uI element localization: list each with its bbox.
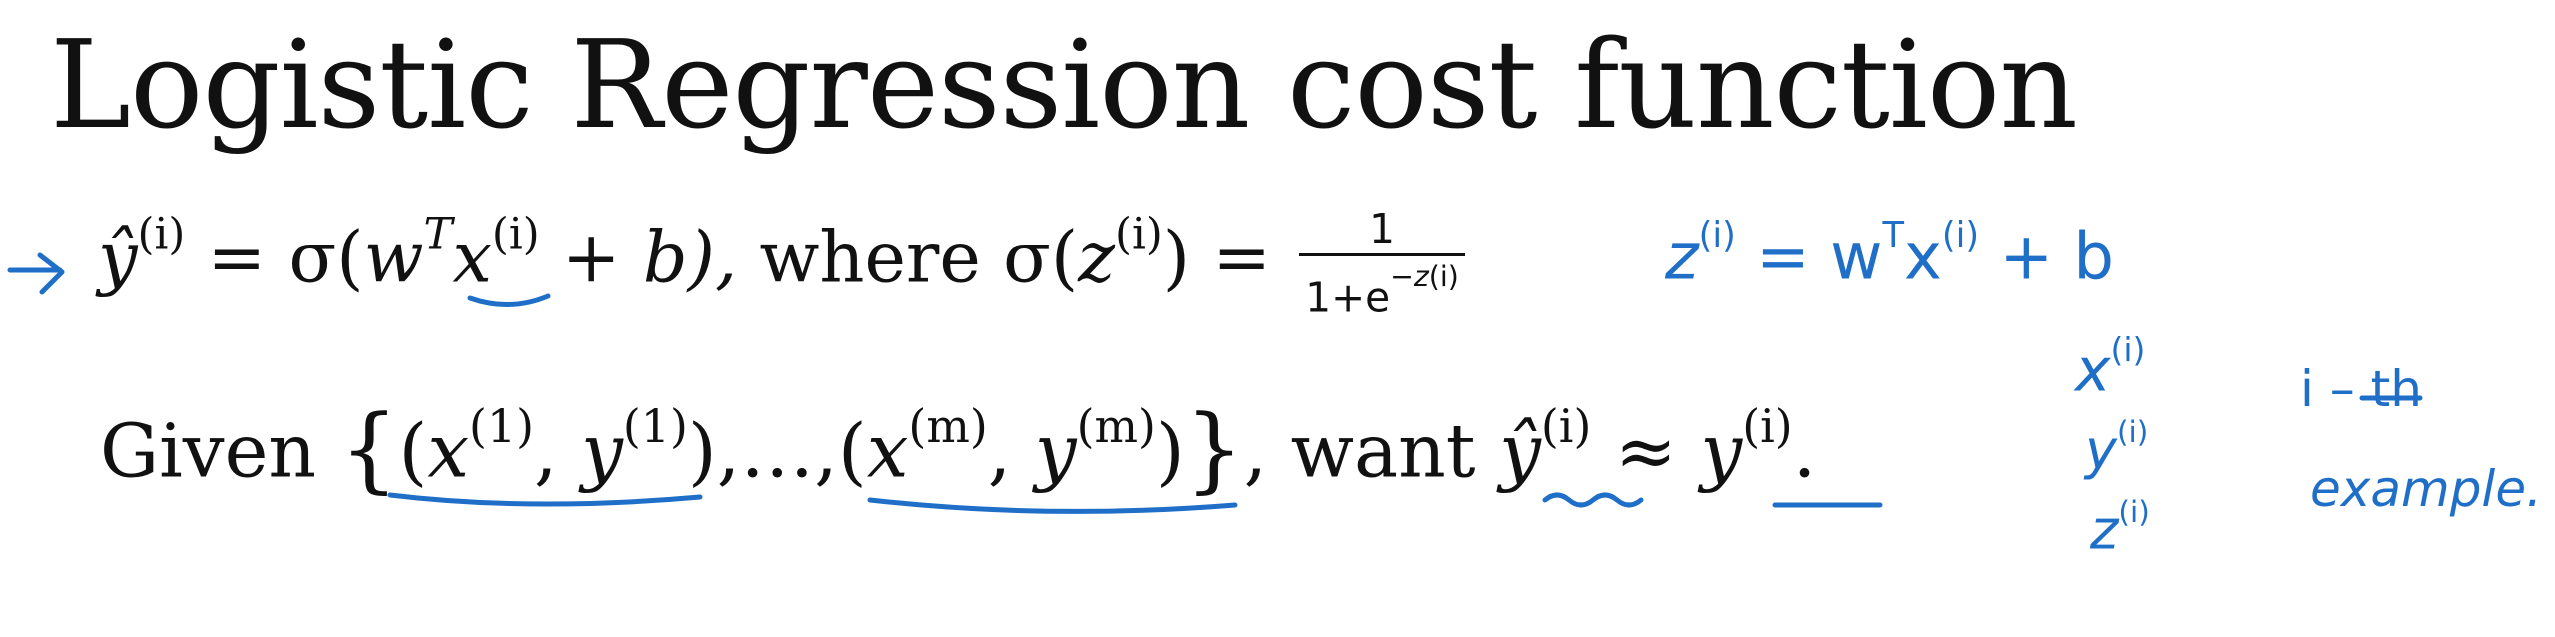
plus-b: + b), xyxy=(561,216,738,299)
annotation-y-superscript: (i) xyxy=(2116,415,2149,450)
equation-sigmoid xyxy=(98,205,1465,322)
annotation-x-i xyxy=(2075,330,2145,406)
denominator-exponent: −z xyxy=(1390,260,1429,293)
annotation-z-rest-sup: T xyxy=(1882,215,1904,256)
annotation-y: y xyxy=(2085,418,2117,482)
pair1-close: ) xyxy=(687,408,717,495)
annotation-y-i xyxy=(2085,415,2148,482)
pair2-x: x xyxy=(866,408,909,495)
close-brace: } xyxy=(1184,395,1244,503)
annotation-z-i-symbol: z xyxy=(2090,498,2119,562)
sigma-z-open: σ( xyxy=(1003,216,1079,299)
y-hat-superscript: (i) xyxy=(137,209,186,260)
annotation-z-i xyxy=(2090,495,2150,562)
denominator-superscript: (i) xyxy=(1428,260,1459,293)
annotation-x-superscript: (i) xyxy=(2110,330,2146,369)
z-superscript: (i) xyxy=(1115,209,1163,260)
annotation-example: example. xyxy=(2310,460,2542,518)
annotation-x: x xyxy=(2075,335,2111,406)
z-symbol: z xyxy=(1078,216,1116,299)
where-word: where xyxy=(759,216,981,299)
w-transpose: T xyxy=(423,209,453,260)
annotation-z-superscript: (i) xyxy=(1698,215,1736,256)
want-y: y xyxy=(1700,408,1743,495)
want-word: , want xyxy=(1243,408,1476,495)
pair1-comma: , xyxy=(534,408,558,495)
y-hat: ŷ xyxy=(98,216,138,299)
period: . xyxy=(1792,408,1817,495)
x-superscript: (i) xyxy=(491,209,540,260)
annotation-z-i-superscript: (i) xyxy=(2118,495,2150,530)
want-y-hat: ŷ xyxy=(1499,408,1541,495)
sigma-open: σ( xyxy=(288,216,364,299)
fraction-denominator xyxy=(1299,253,1465,322)
pair2-y: y xyxy=(1034,408,1077,495)
want-y-hat-superscript: (i) xyxy=(1540,398,1592,453)
sigmoid-fraction xyxy=(1299,205,1465,322)
pair1-x-superscript: (1) xyxy=(469,398,535,453)
x-symbol: x xyxy=(452,216,492,299)
pair2-y-superscript: (m) xyxy=(1076,398,1156,453)
pair1-open: ( xyxy=(398,408,428,495)
pair1-y: y xyxy=(581,408,623,495)
given-word: Given xyxy=(100,408,317,495)
pair1-y-superscript: (1) xyxy=(622,398,688,453)
annotation-z-rest-a: = w xyxy=(1756,220,1883,295)
arrow-mark xyxy=(10,255,62,292)
annotation-z-definition xyxy=(1665,215,2114,295)
annotation-i-th: i – th xyxy=(2300,360,2422,418)
pair1-x: x xyxy=(427,408,470,495)
want-y-superscript: (i) xyxy=(1742,398,1793,453)
pair2-close: ) xyxy=(1155,408,1185,495)
annotation-z-rest-c: + b xyxy=(1999,220,2115,295)
annotation-z-rest-b: x xyxy=(1903,220,1942,295)
pair2-open: ( xyxy=(837,408,867,495)
ellipsis: ,…, xyxy=(716,408,838,495)
pair2-x-superscript: (m) xyxy=(908,398,988,453)
fraction-numerator: 1 xyxy=(1369,205,1395,253)
equation-training-set xyxy=(100,395,1816,503)
annotation-z-rest-sup2: (i) xyxy=(1941,215,1980,256)
equals-sign: = xyxy=(207,216,267,299)
denominator-base: 1+e xyxy=(1305,273,1391,322)
w-symbol: w xyxy=(363,216,424,299)
annotation-z: z xyxy=(1665,220,1699,295)
approx-sign: ≈ xyxy=(1614,408,1677,495)
open-brace: { xyxy=(339,395,399,503)
slide-title: Logistic Regression cost function xyxy=(50,14,2077,156)
sigma-z-close: ) = xyxy=(1162,216,1271,299)
pair2-comma: , xyxy=(987,408,1012,495)
